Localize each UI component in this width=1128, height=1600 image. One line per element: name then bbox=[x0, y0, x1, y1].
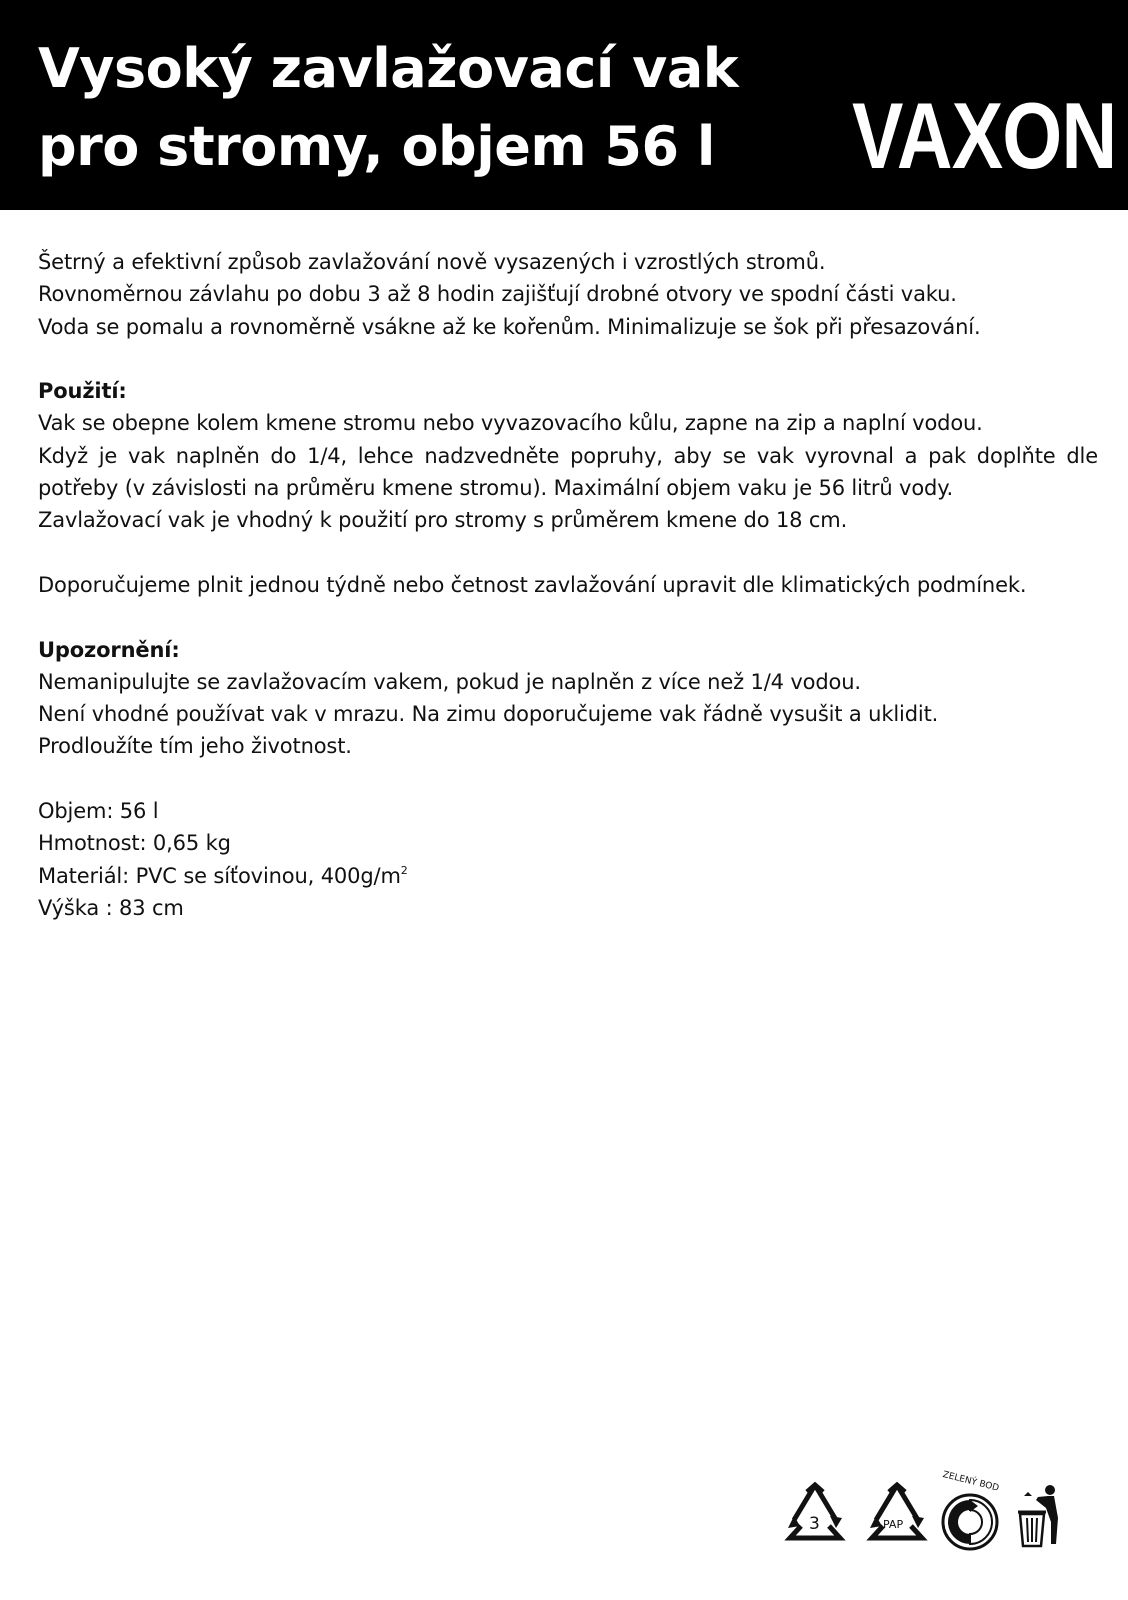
usage-line-1: Vak se obepne kolem kmene stromu nebo vyvazovacího kůlu, zapne na zip a naplní vodou. bbox=[38, 411, 983, 436]
recycling-symbols bbox=[780, 1470, 1090, 1580]
warning-line-3: Prodloužíte tím jeho životnost. bbox=[38, 734, 352, 759]
intro-line-3: Voda se pomalu a rovnoměrně vsákne až ke kořenům. Minimalizuje se šok při přesazování. bbox=[38, 314, 981, 339]
intro-line-1: Šetrný a efektivní způsob zavlažování nově vysazených i vzrostlých stromů. bbox=[38, 250, 826, 274]
recycle-plastic-icon bbox=[780, 1482, 850, 1548]
warning-line-1: Nemanipulujte se zavlažovacím vakem, pokud je naplněn z více než 1/4 vodou. bbox=[38, 669, 861, 694]
title-line-2: pro stromy, objem 56 l bbox=[38, 115, 715, 178]
brand-logo: VAXON bbox=[852, 83, 1117, 188]
title-line-1: Vysoký zavlažovací vak bbox=[38, 37, 739, 100]
recycle-paper-code: PAP bbox=[883, 1518, 904, 1531]
product-title bbox=[38, 30, 738, 186]
green-dot-label: ZELENÝ BOD bbox=[941, 1470, 1000, 1494]
recycle-plastic-code: 3 bbox=[809, 1514, 820, 1534]
spec-volume: Objem: 56 l bbox=[38, 799, 159, 824]
recycle-paper-icon bbox=[862, 1482, 932, 1548]
spec-material bbox=[38, 860, 1098, 892]
spec-material-superscript: 2 bbox=[400, 863, 408, 877]
spec-weight: Hmotnost: 0,65 kg bbox=[38, 831, 231, 856]
recommendation-text: Doporučujeme plnit jednou týdně nebo četnost zavlažování upravit dle klimatických podmínek. bbox=[38, 572, 1027, 597]
usage-line-2: Když je vak naplněn do 1/4, lehce nadzvedněte popruhy, aby se vak vyrovnal a pak doplňte dle bbox=[38, 443, 1098, 468]
document-body bbox=[38, 246, 1098, 924]
usage-line-4: Zavlažovací vak je vhodný k použití pro stromy s průměrem kmene do 18 cm. bbox=[38, 508, 848, 533]
warning-heading: Upozornění: bbox=[38, 637, 180, 662]
spec-material-text: Materiál: PVC se síťovinou, 400g/m bbox=[38, 863, 401, 888]
usage-line-3: potřeby (v závislosti na průměru kmene stromu). Maximální objem vaku je 56 litrů vody. bbox=[38, 476, 954, 501]
usage-heading: Použití: bbox=[38, 379, 127, 404]
header-banner bbox=[0, 0, 1128, 210]
spec-height: Výška : 83 cm bbox=[38, 895, 184, 920]
tidyman-icon bbox=[1018, 1484, 1068, 1550]
intro-line-2: Rovnoměrnou závlahu po dobu 3 až 8 hodin zajišťují drobné otvory ve spodní části vaku. bbox=[38, 282, 957, 307]
warning-line-2: Není vhodné používat vak v mrazu. Na zimu doporučujeme vak řádně vysušit a uklidit. bbox=[38, 702, 939, 727]
